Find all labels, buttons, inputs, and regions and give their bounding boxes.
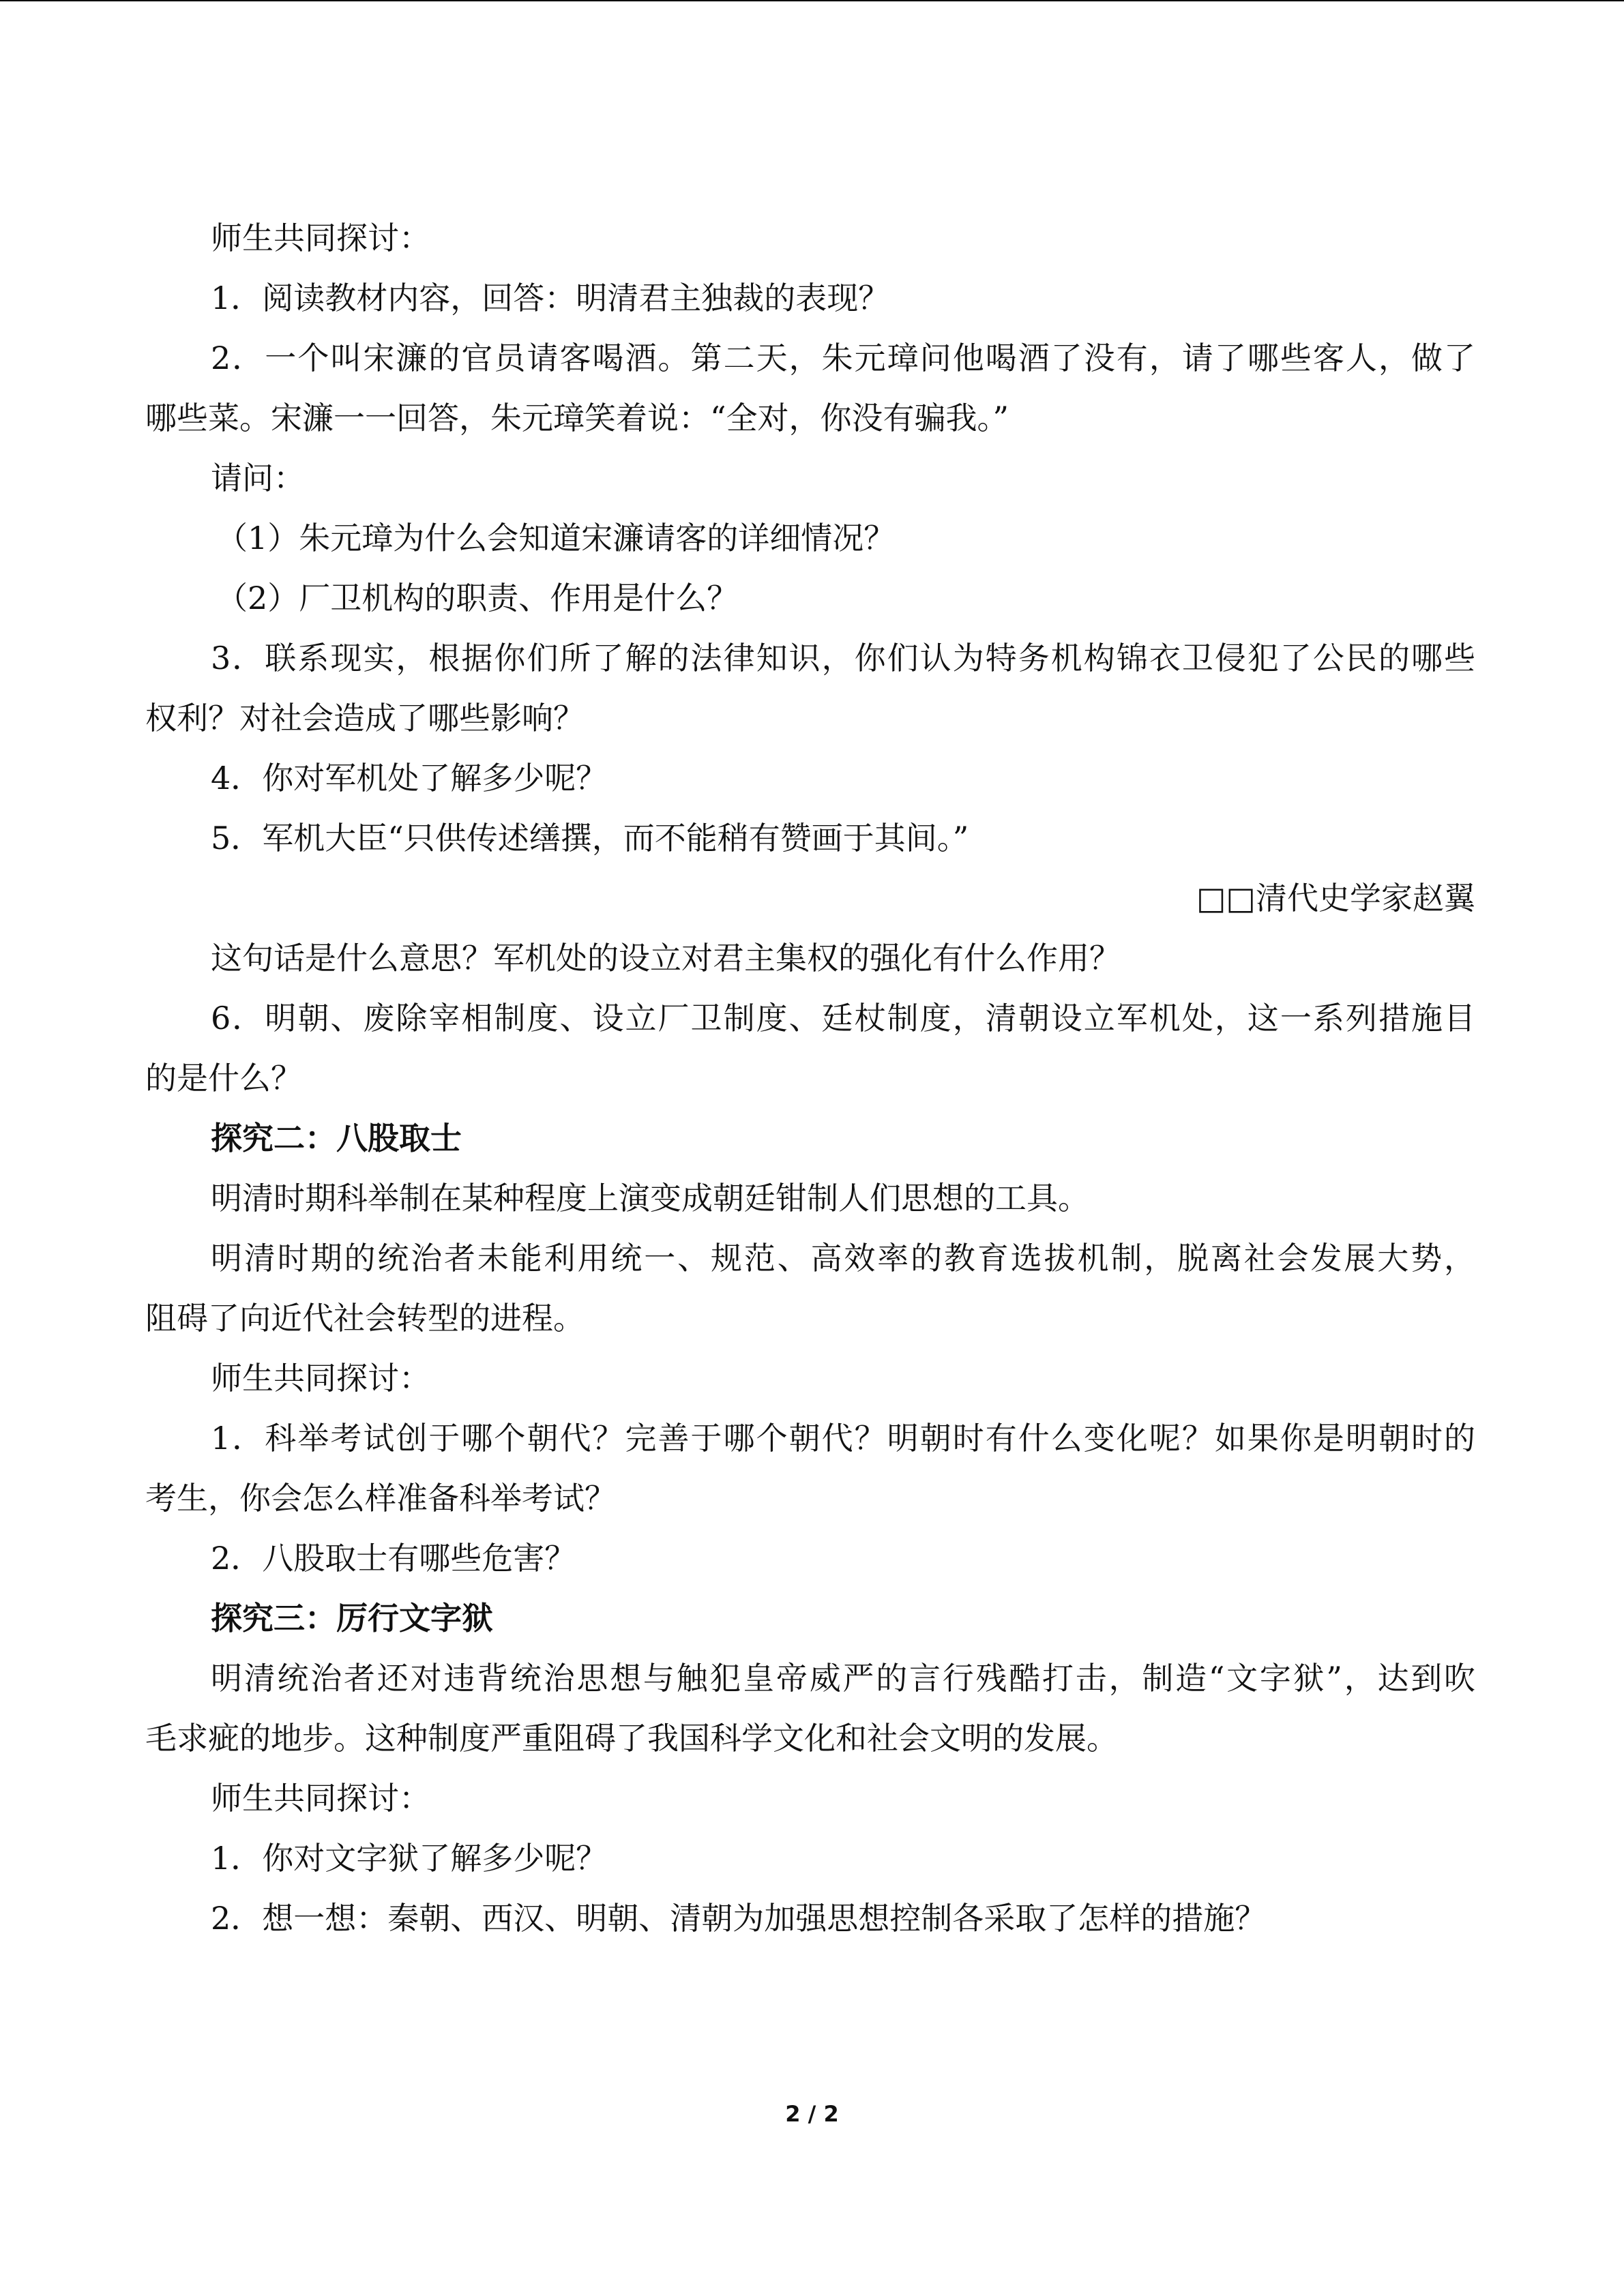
section-3-paragraph-line-1: 明清统治者还对违背统治思想与触犯皇帝威严的言行残酷打击，制造“文字狱”，达到吹: [211, 1660, 1475, 1697]
page-number: 2 / 2: [785, 2101, 839, 2127]
section-heading-2: 探究二：八股取士: [211, 1120, 462, 1157]
sub-question-1: （1）朱元璋为什么会知道宋濂请客的详细情况？: [216, 520, 896, 556]
question-6-line-1: 6．明朝、废除宰相制度、设立厂卫制度、廷杖制度，清朝设立军机处，这一系列措施目: [211, 1000, 1475, 1037]
discussion-heading-2: 师生共同探讨：: [211, 1360, 430, 1397]
section-3-question-1: 1．你对文字狱了解多少呢？: [211, 1840, 608, 1877]
section-2-paragraph-2-line-1: 明清时期的统治者未能利用统一、规范、高效率的教育选拔机制，脱离社会发展大势，: [211, 1240, 1475, 1277]
section-3-question-2: 2．想一想：秦朝、西汉、明朝、清朝为加强思想控制各采取了怎样的措施？: [211, 1900, 1267, 1937]
section-2-question-1-line-2: 考生，你会怎么样准备科举考试？: [145, 1480, 616, 1517]
section-3-paragraph-line-2: 毛求疵的地步。这种制度严重阻碍了我国科学文化和社会文明的发展。: [145, 1720, 1118, 1757]
section-heading-3: 探究三：厉行文字狱: [211, 1600, 493, 1637]
question-4: 4．你对军机处了解多少呢？: [211, 760, 608, 796]
section-2-paragraph-2-line-2: 阻碍了向近代社会转型的进程。: [145, 1300, 585, 1337]
section-2-question-2: 2．八股取士有哪些危害？: [211, 1540, 576, 1577]
question-2-line-2: 哪些菜。宋濂一一回答，朱元璋笑着说：“全对，你没有骗我。”: [145, 400, 1009, 436]
question-5-ask: 这句话是什么意思？军机处的设立对君主集权的强化有什么作用？: [211, 940, 1121, 976]
top-border: [0, 0, 1624, 1]
discussion-heading-3: 师生共同探讨：: [211, 1780, 430, 1817]
section-2-paragraph-1: 明清时期科举制在某种程度上演变成朝廷钳制人们思想的工具。: [211, 1180, 1089, 1217]
question-6-line-2: 的是什么？: [145, 1060, 302, 1097]
question-3-line-1: 3．联系现实，根据你们所了解的法律知识，你们认为特务机构锦衣卫侵犯了公民的哪些: [211, 640, 1475, 676]
discussion-heading: 师生共同探讨：: [211, 220, 430, 256]
document-body: [145, 208, 1475, 1948]
question-prompt: 请问：: [211, 460, 305, 496]
sub-question-2: （2）厂卫机构的职责、作用是什么？: [216, 580, 739, 616]
quote-attribution: □□清代史学家赵翼: [1196, 880, 1475, 916]
question-1: 1．阅读教材内容，回答：明清君主独裁的表现？: [211, 280, 890, 316]
section-2-question-1-line-1: 1．科举考试创于哪个朝代？完善于哪个朝代？明朝时有什么变化呢？如果你是明朝时的: [211, 1420, 1475, 1457]
question-3-line-2: 权利？对社会造成了哪些影响？: [145, 700, 585, 736]
question-5-quote: 5．军机大臣“只供传述缮撰，而不能稍有赞画于其间。”: [211, 820, 969, 856]
question-2-line-1: 2．一个叫宋濂的官员请客喝酒。第二天，朱元璋问他喝酒了没有，请了哪些客人，做了: [211, 340, 1475, 376]
